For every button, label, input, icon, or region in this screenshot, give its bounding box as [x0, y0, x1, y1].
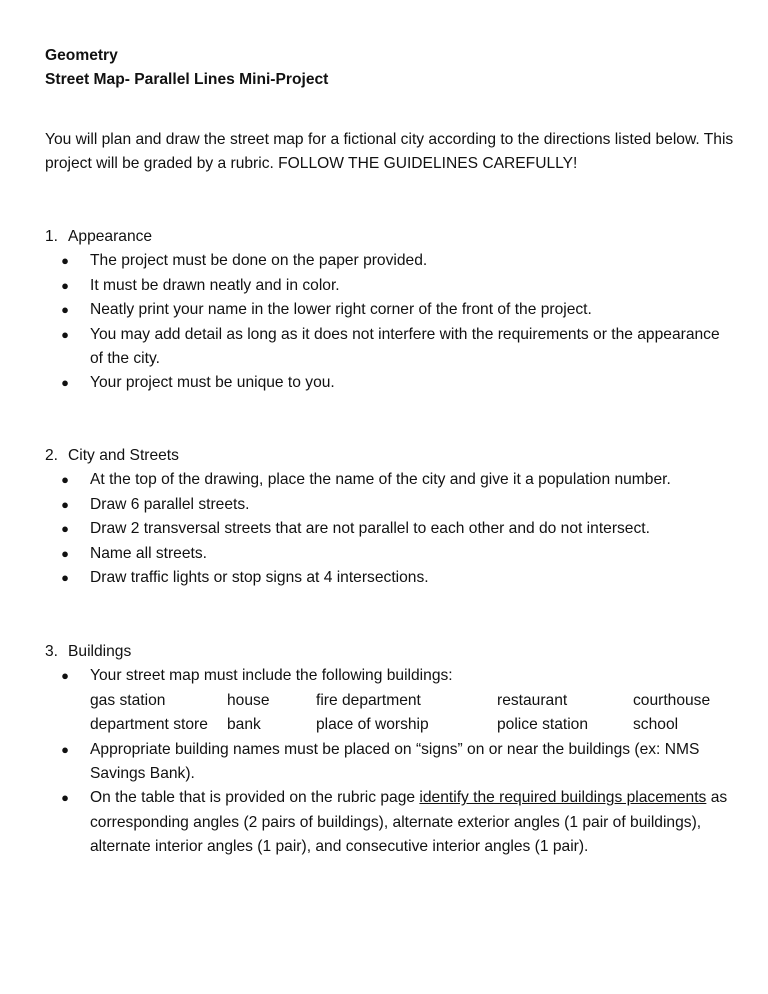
- bullet-icon: ●: [61, 668, 69, 684]
- bullet-icon: ●: [61, 277, 69, 293]
- list-item: [45, 542, 735, 566]
- bullet-icon: ●: [61, 302, 69, 318]
- list-item: [45, 274, 735, 298]
- list-item: [45, 249, 735, 273]
- section-heading: [45, 640, 735, 664]
- section-title: City and Streets: [68, 447, 179, 464]
- list-item-text: The project must be done on the paper provided.: [90, 252, 428, 270]
- intro-paragraph: You will plan and draw the street map for a fictional city according to the directions listed below. This project will be graded by a rubric. FOLLOW THE GUIDELINES CAREFULLY!: [45, 131, 734, 173]
- section-city-and-streets: [45, 444, 735, 590]
- section-heading: [45, 225, 735, 249]
- bullet-icon: ●: [61, 570, 69, 586]
- list-item-text: Neatly print your name in the lower right corner of the front of the project.: [90, 301, 592, 319]
- list-item-text: It must be drawn neatly and in color.: [90, 276, 340, 294]
- section-title: Buildings: [68, 643, 132, 660]
- list-item-text-before: On the table that is provided on the rubric page: [90, 789, 420, 807]
- section-buildings: [45, 640, 735, 860]
- bullet-icon: ●: [61, 253, 69, 269]
- list-item: [45, 566, 735, 590]
- bullet-icon: ●: [61, 326, 69, 342]
- building-name: school: [633, 716, 679, 734]
- bullet-list: [45, 249, 735, 395]
- building-name: house: [227, 691, 270, 709]
- page-title: Street Map- Parallel Lines Mini-Project: [45, 71, 329, 89]
- bullet-list: [45, 664, 735, 859]
- list-item-text: Appropriate building names must be placed on “signs” on or near the buildings (ex: NMS Savings Bank).: [90, 740, 700, 783]
- building-name: fire department: [316, 691, 421, 709]
- section-number: 1.: [45, 228, 59, 245]
- bullet-icon: ●: [61, 790, 69, 806]
- subject-heading: Geometry: [45, 47, 118, 64]
- list-item: [45, 786, 735, 859]
- list-item-text: Your project must be unique to you.: [90, 374, 335, 392]
- list-item: [45, 738, 735, 787]
- section-number: 3.: [45, 643, 59, 660]
- list-item-text: Draw 2 transversal streets that are not parallel to each other and do not intersect.: [90, 520, 650, 538]
- list-item-text: Name all streets.: [90, 544, 207, 562]
- bullet-icon: ●: [61, 741, 69, 757]
- bullet-icon: ●: [61, 496, 69, 512]
- building-name: department store: [90, 716, 208, 734]
- building-name: bank: [227, 716, 261, 734]
- list-item-text: You may add detail as long as it does not interfere with the requirements or the appearance of the city.: [90, 325, 720, 368]
- bullet-icon: ●: [61, 545, 69, 561]
- section-appearance: [45, 225, 735, 396]
- document-heading: [45, 44, 328, 93]
- list-item-text: Draw traffic lights or stop signs at 4 intersections.: [90, 569, 429, 587]
- building-name: police station: [497, 716, 589, 734]
- bullet-icon: ●: [61, 375, 69, 391]
- list-item-text: Your street map must include the following buildings:: [90, 667, 453, 685]
- list-item: [45, 298, 735, 322]
- list-item: [45, 371, 735, 395]
- building-name: restaurant: [497, 691, 568, 709]
- bullet-list: [45, 468, 735, 590]
- building-name: gas station: [90, 691, 166, 709]
- list-item: [45, 517, 735, 541]
- section-heading: [45, 444, 735, 468]
- buildings-grid: [90, 689, 735, 738]
- list-item: [45, 664, 735, 737]
- list-item-text-after: as corresponding angles (2 pairs of buildings), alternate exterior angles (1 pair of buildings), alternate interior angles (1 pair), and consecutive interior angles (1 pair).: [90, 789, 728, 856]
- underlined-instruction: identify the required buildings placements: [419, 789, 707, 807]
- list-item: [45, 493, 735, 517]
- bullet-icon: ●: [61, 472, 69, 488]
- building-name: courthouse: [633, 691, 711, 709]
- section-title: Appearance: [68, 228, 153, 245]
- list-item: [45, 468, 735, 492]
- list-item: [45, 323, 735, 372]
- bullet-icon: ●: [61, 521, 69, 537]
- section-number: 2.: [45, 447, 59, 464]
- building-name: place of worship: [316, 716, 429, 734]
- list-item-text: At the top of the drawing, place the name of the city and give it a population number.: [90, 471, 671, 489]
- list-item-text: Draw 6 parallel streets.: [90, 495, 250, 513]
